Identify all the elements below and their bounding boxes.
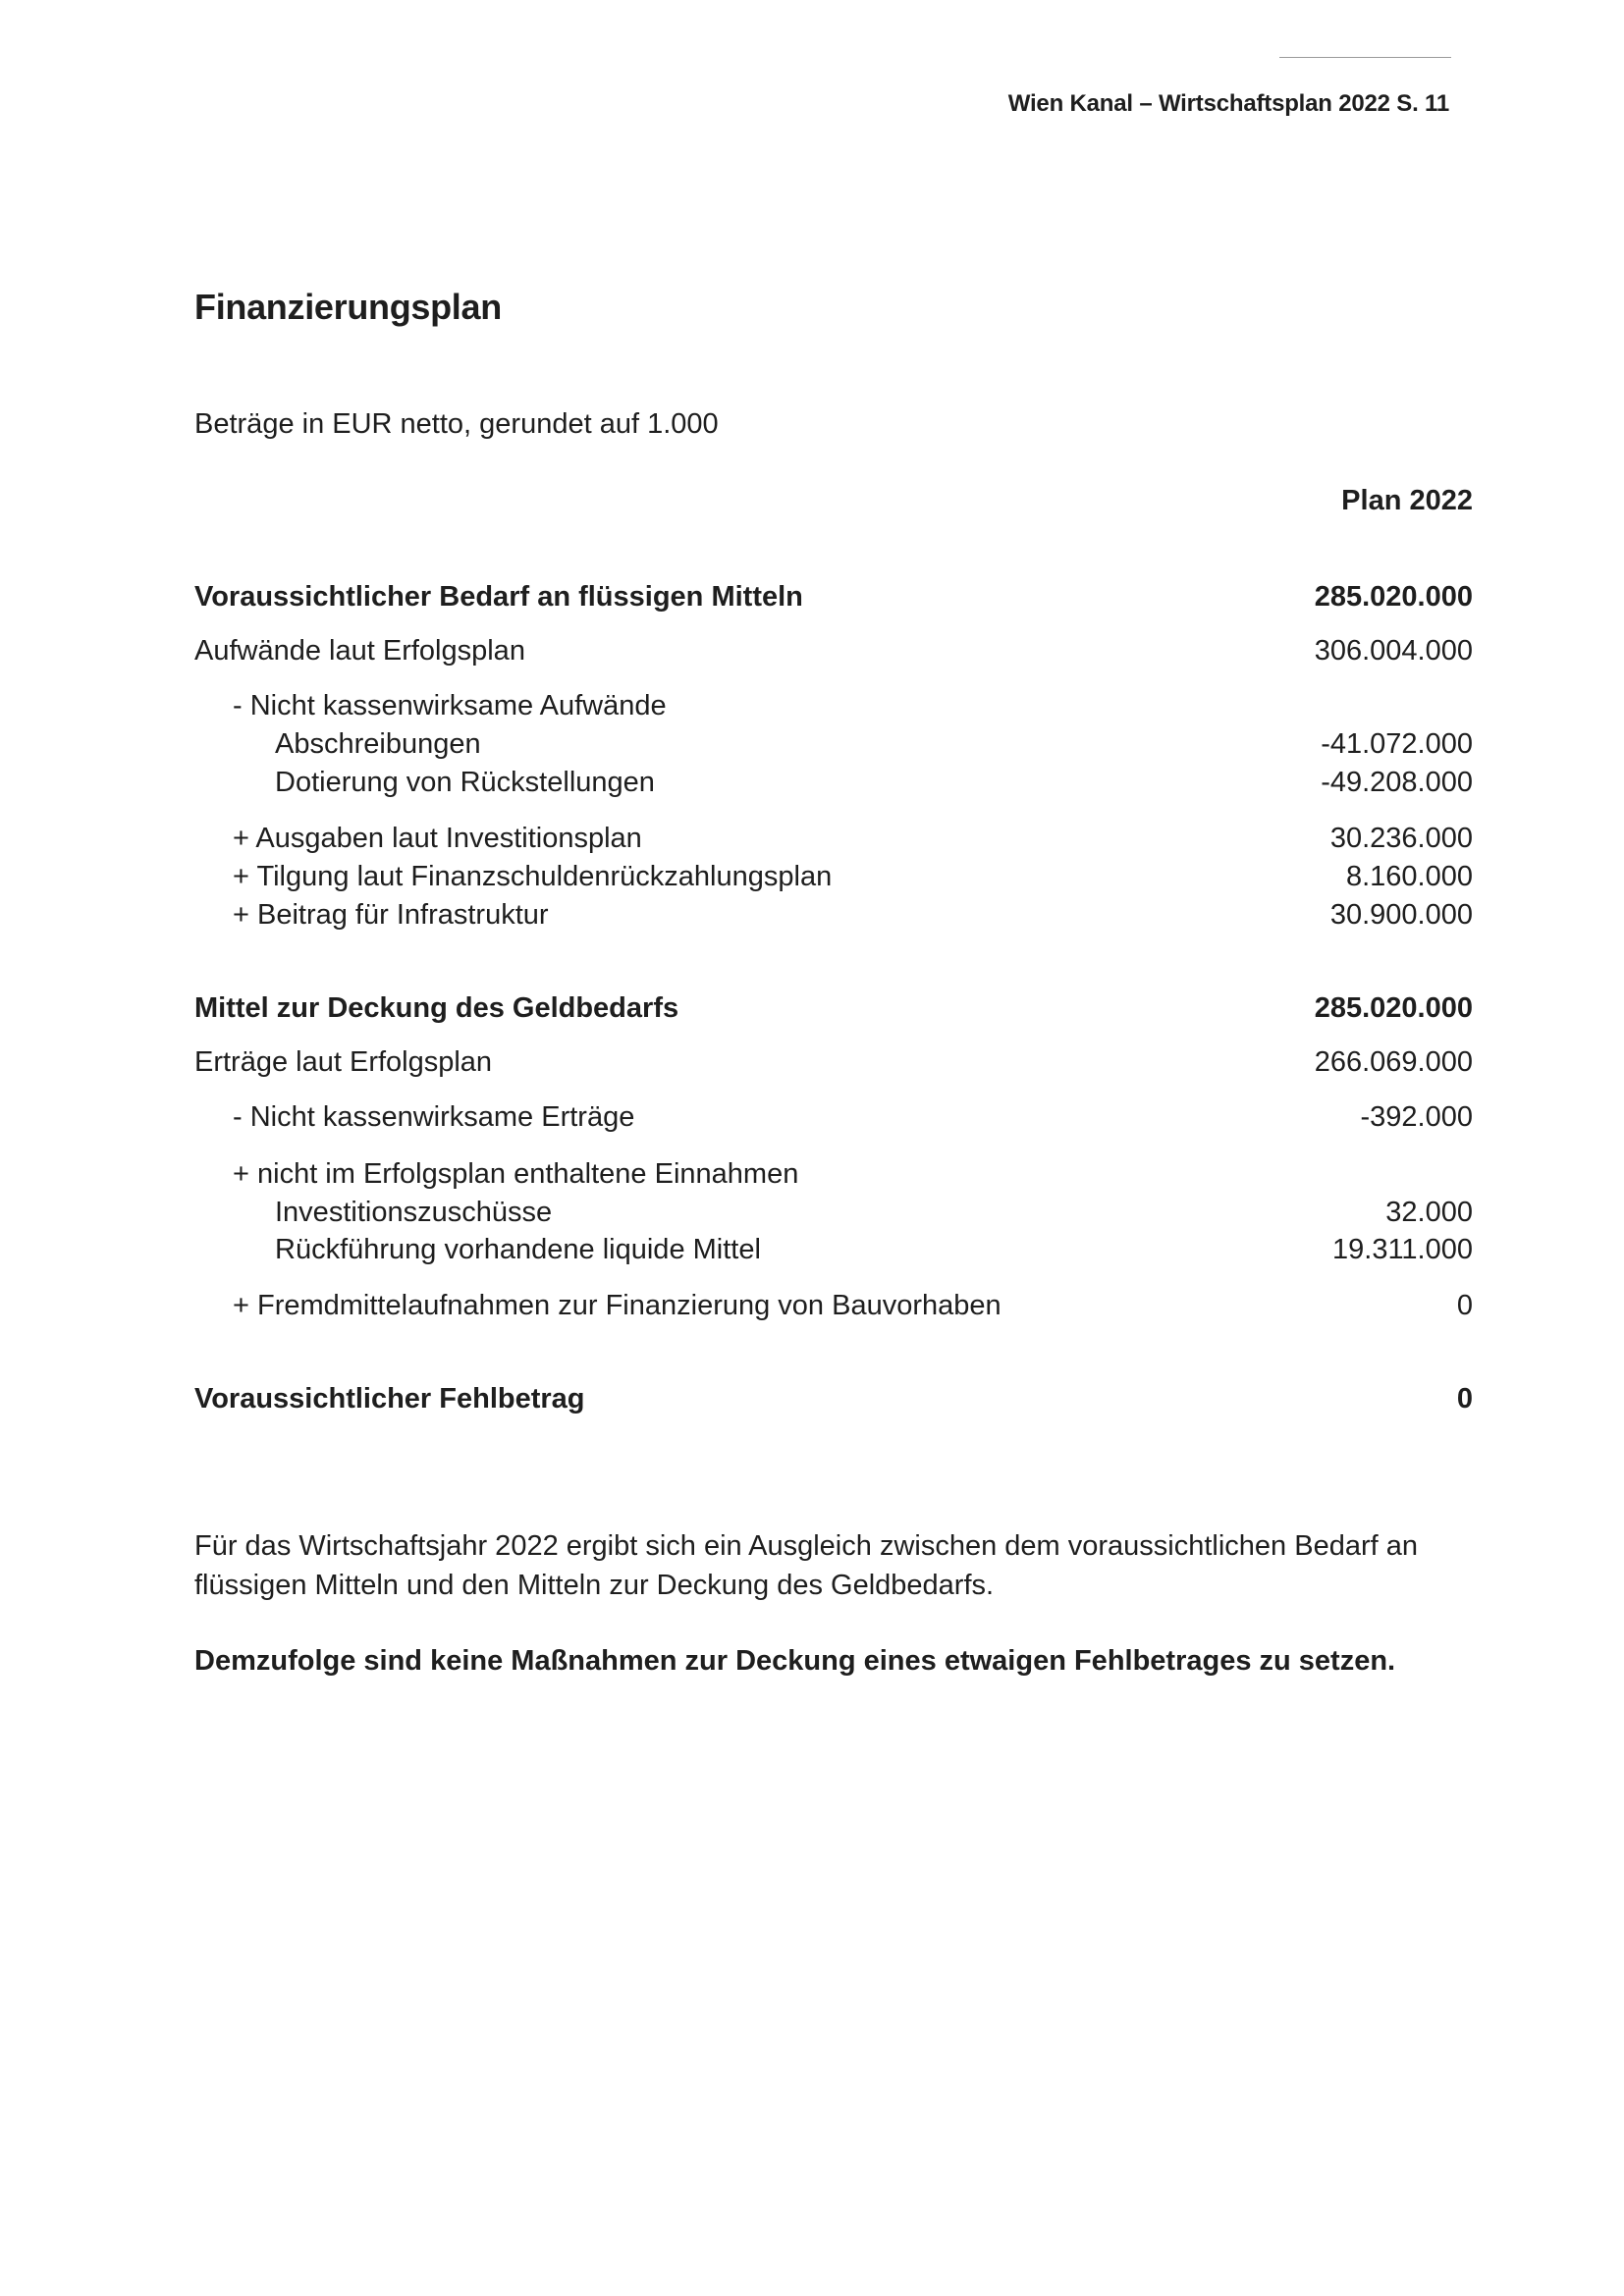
table-row xyxy=(194,577,1473,616)
table-row xyxy=(194,1286,1473,1325)
row-label: - Nicht kassenwirksame Erträge xyxy=(233,1101,635,1133)
row-label: Voraussichtlicher Bedarf an flüssigen Mitteln xyxy=(194,581,803,613)
table-row xyxy=(194,1097,1473,1137)
table-row xyxy=(194,724,1473,764)
conclusion-paragraph: Demzufolge sind keine Maßnahmen zur Deckung eines etwaigen Fehlbetrages zu setzen. xyxy=(194,1645,1396,1677)
page-title: Finanzierungsplan xyxy=(194,287,502,327)
table-row xyxy=(194,1154,1473,1194)
row-value: -392.000 xyxy=(1360,1101,1473,1133)
column-header-plan: Plan 2022 xyxy=(1341,485,1473,516)
row-label: + Ausgaben laut Investitionsplan xyxy=(233,823,642,854)
row-value: -41.072.000 xyxy=(1321,728,1473,760)
summary-paragraph: Für das Wirtschaftsjahr 2022 ergibt sich ein Ausgleich zwischen dem voraussichtlichen Bedarf an flüssigen Mitteln und den Mitteln zur Deckung des Geldbedarfs. xyxy=(194,1530,1418,1601)
row-label: Investitionszuschüsse xyxy=(275,1197,553,1228)
table-row xyxy=(194,1193,1473,1232)
row-value: 0 xyxy=(1456,1290,1473,1321)
table-row xyxy=(194,1230,1473,1269)
row-value: 285.020.000 xyxy=(1314,581,1473,613)
row-label: Rückführung vorhandene liquide Mittel xyxy=(275,1234,761,1265)
table-row xyxy=(194,857,1473,896)
row-value: 30.900.000 xyxy=(1329,899,1473,931)
row-label: - Nicht kassenwirksame Aufwände xyxy=(233,690,667,721)
running-header: Wien Kanal – Wirtschaftsplan 2022 S. 11 xyxy=(1007,90,1449,117)
table-row xyxy=(194,631,1473,670)
row-value: 306.004.000 xyxy=(1314,635,1473,667)
row-value: 266.069.000 xyxy=(1314,1046,1473,1078)
table-row xyxy=(194,895,1473,934)
table-row xyxy=(194,1042,1473,1082)
row-label: Voraussichtlicher Fehlbetrag xyxy=(194,1383,585,1415)
row-value: 19.311.000 xyxy=(1332,1234,1473,1265)
table-row xyxy=(194,1379,1473,1418)
row-label: Mittel zur Deckung des Geldbedarfs xyxy=(194,992,679,1024)
row-value: 285.020.000 xyxy=(1314,992,1473,1024)
amount-note: Beträge in EUR netto, gerundet auf 1.000 xyxy=(194,408,719,440)
row-label: Erträge laut Erfolgsplan xyxy=(194,1046,493,1078)
table-row xyxy=(194,686,1473,725)
row-label: Aufwände laut Erfolgsplan xyxy=(194,635,525,667)
row-value: 8.160.000 xyxy=(1345,861,1473,892)
row-label: + nicht im Erfolgsplan enthaltene Einnahmen xyxy=(233,1158,799,1190)
table-row xyxy=(194,819,1473,858)
row-label: Dotierung von Rückstellungen xyxy=(275,767,655,798)
table-row xyxy=(194,988,1473,1028)
row-label: + Beitrag für Infrastruktur xyxy=(233,899,549,931)
row-value: 32.000 xyxy=(1385,1197,1473,1228)
header-rule xyxy=(1279,57,1451,58)
row-label: + Tilgung laut Finanzschuldenrückzahlungsplan xyxy=(233,861,833,892)
row-value: 0 xyxy=(1456,1383,1473,1415)
row-label: + Fremdmittelaufnahmen zur Finanzierung von Bauvorhaben xyxy=(233,1290,1001,1321)
row-label: Abschreibungen xyxy=(275,728,481,760)
row-value: -49.208.000 xyxy=(1321,767,1473,798)
table-row xyxy=(194,763,1473,802)
row-value: 30.236.000 xyxy=(1329,823,1473,854)
